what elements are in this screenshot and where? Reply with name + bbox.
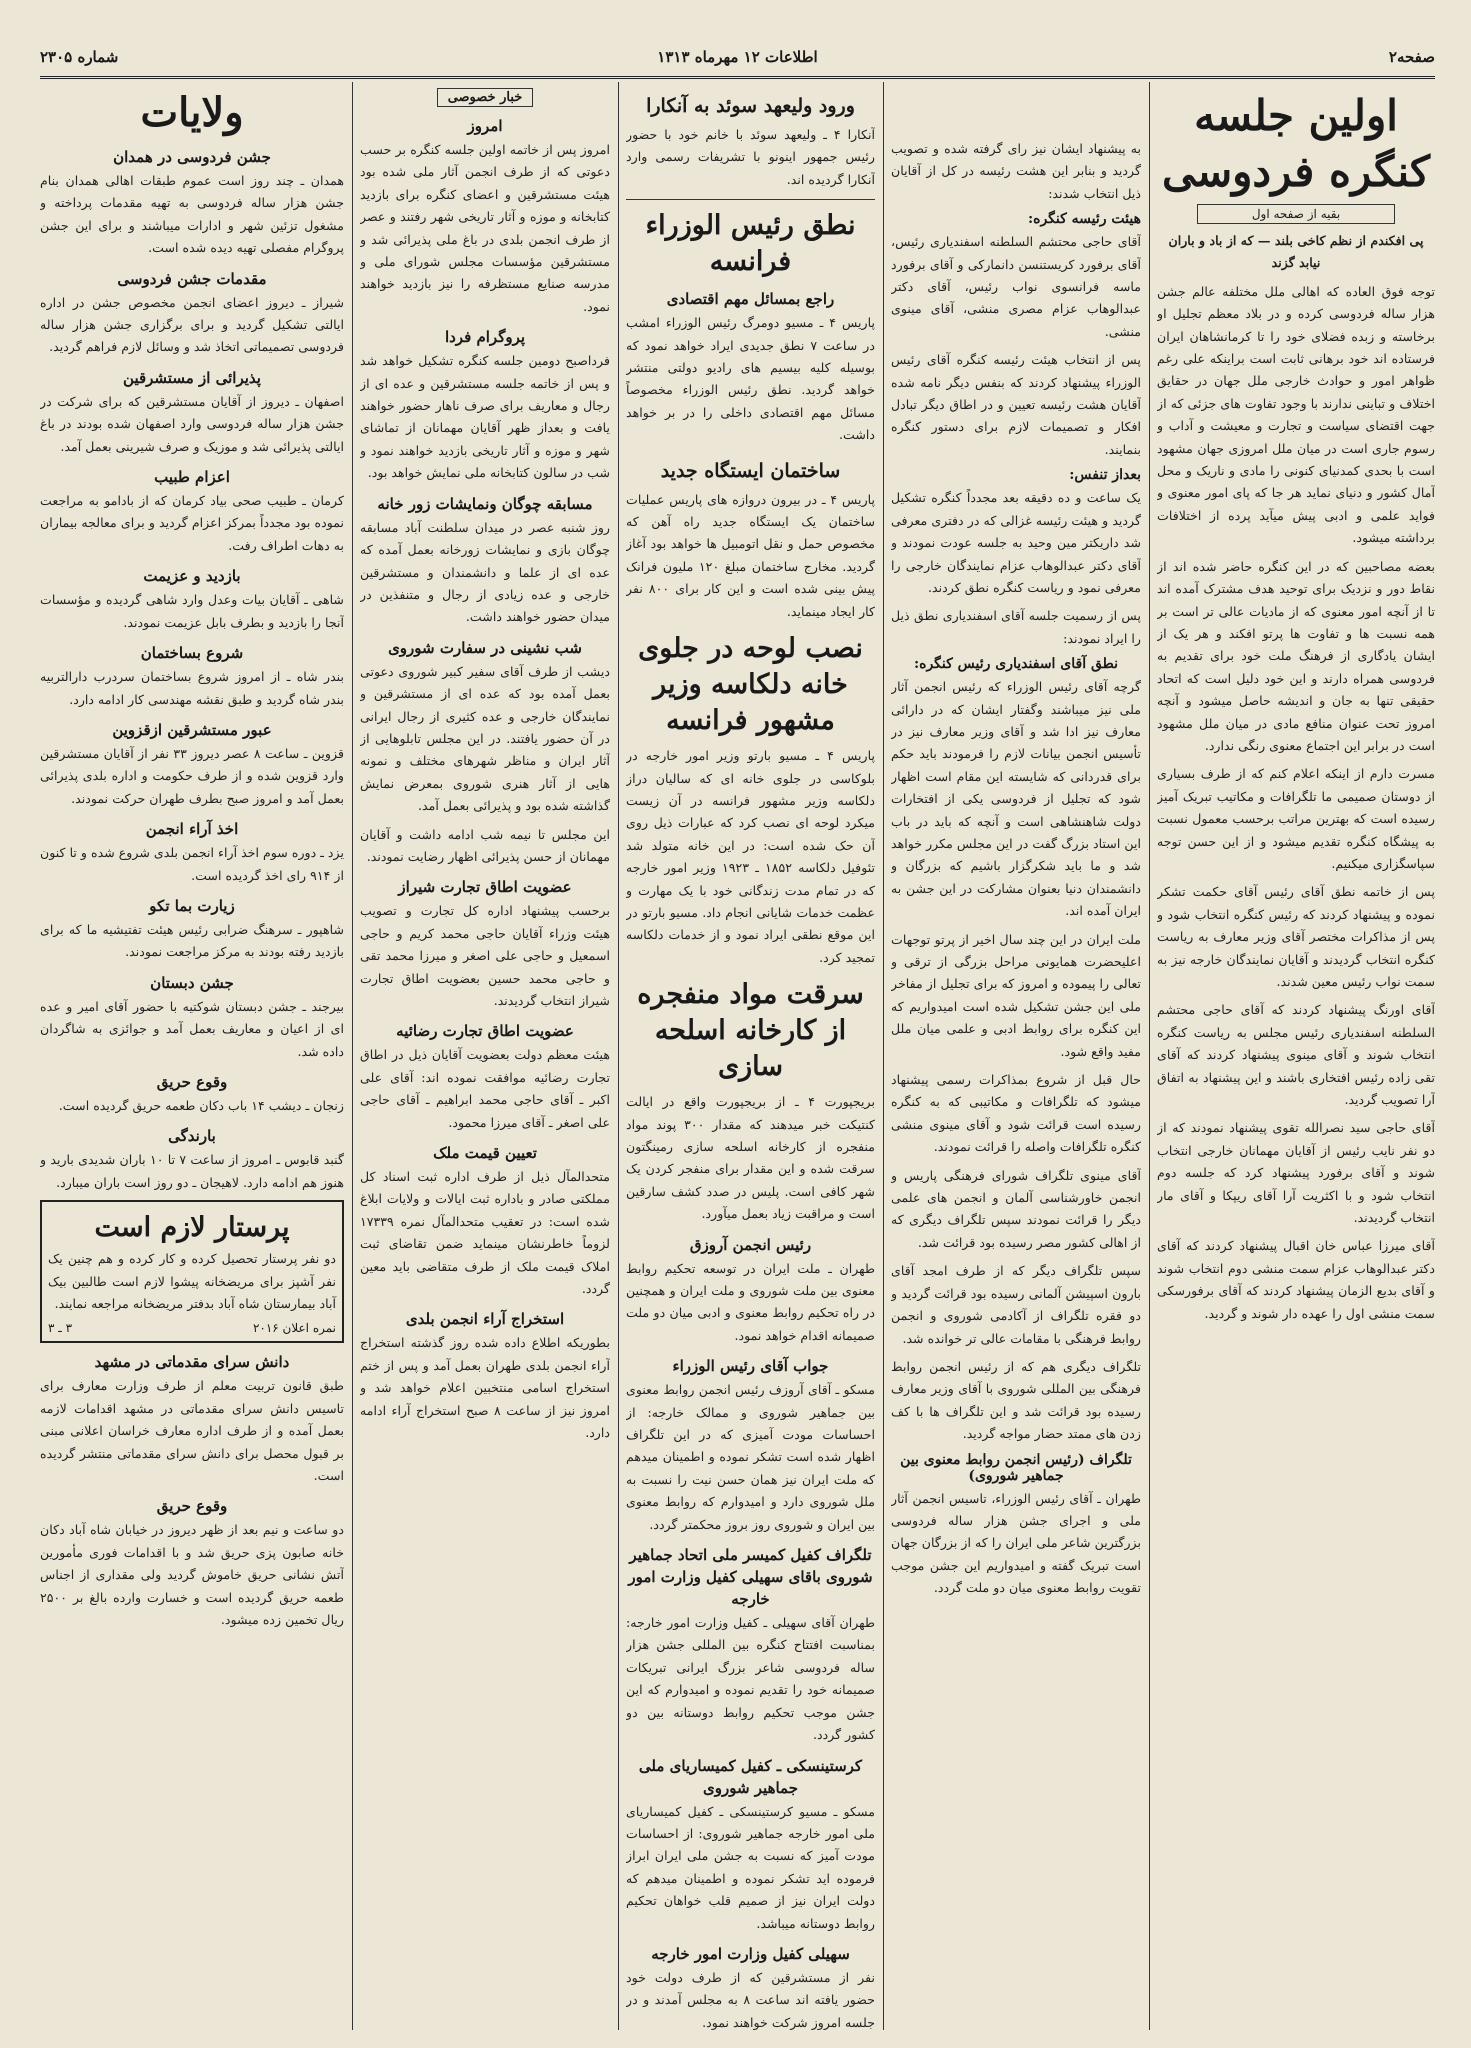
ad-reference	[48, 1321, 336, 1335]
subheading: تعیین قیمت ملک	[433, 1144, 537, 1163]
article-paragraph: دو ساعت و نیم بعد از ظهر دیروز در خیابان شاه آباد دکان خانه صابون پزی حریق شد و با اقدامات فوری مأمورین آتش نشانی حریق خاموش گردید ولی مقداری از اجناس طعمه حریق گردیده است و خسارت وارده بالغ بر ۲۵۰۰ ریال تخمین زده میشود.	[40, 1522, 344, 1628]
verse: پی افکندم از نظم کاخی بلند — که از باد و باران نیابد گزند	[1168, 233, 1424, 271]
subheading: رئیس انجمن آروزق	[689, 1235, 812, 1254]
subheading: مسابقه چوگان ونمایشات زور خانه	[377, 494, 593, 513]
column-rule	[1149, 82, 1150, 2030]
article-paragraph: یک ساعت و ده دقیقه بعد مجدداً کنگره تشکیل گردید و هیئت رئیسه غزالی که در دفتری معرفی شد داریکتر مین وحید به جلسه عودت نمودند و آقای دکتر عبدالوهاب عزام نمایندگان خارجی را معرفی نمود و ریاست کنگره نطق کردند.	[891, 490, 1141, 595]
article-paragraph: کرمان ـ طبیب صحی بیاد کرمان که از بادامو به مراجعت نموده بود مجدداً بمرکز اعزام گردید و برای معالجه بیماران به دهات اطراف رفت.	[40, 493, 344, 553]
column-provinces	[40, 82, 344, 2030]
ad-headline: پرستار لازم است	[94, 1212, 290, 1244]
article-paragraph: متحدالمآل ذیل از طرف اداره ثبت اسناد کل مملکتی صادر و باداره ثبت ایالات و ولایات ابلاغ شده است: در تعقیب متحدالمآل نمره ۱۷۳۳۹ لزوماً خاطرنشان مینماید ضمن تقاضای ثبت املاک قیمت ملک از طرف متقاضی باید معین گردد.	[360, 1169, 610, 1297]
article-paragraph: این مجلس تا نیمه شب ادامه داشت و آقایان مهمانان از حسن پذیرائی اظهار رضایت نمودند.	[360, 826, 610, 864]
article-paragraph: یزد ـ دوره سوم اخذ آراء انجمن بلدی شروع شده و تا کنون از ۹۱۴ رای اخذ گردیده است.	[40, 845, 344, 883]
subheading: بازدید و عزیمت	[143, 567, 241, 586]
headline: سرقت مواد منفجره از کارخانه اسلحه سازی	[637, 979, 864, 1083]
article-paragraph: گنبد قابوس ـ امروز از ساعت ۷ تا ۱۰ باران شدیدی بارید و هنوز هم ادامه دارد. لاهیجان ـ دو روز است باران میبارد.	[40, 1152, 344, 1190]
issue-info: اطلاعات ۱۲ مهرماه ۱۳۱۳	[657, 48, 818, 66]
subheading: امروز	[467, 117, 503, 135]
headline: نطق رئیس الوزراء فرانسه	[645, 210, 856, 278]
headline: ساختمان ایستگاه جدید	[660, 459, 841, 482]
ad-ref-number: نمره اعلان ۲۰۱۶	[252, 1321, 336, 1336]
subheading: شب نشینی در سفارت شوروی	[388, 638, 582, 657]
article-paragraph: آنکارا ۴ ـ ولیعهد سوئد با خانم خود با حضور رئیس جمهور اینونو با تشریفات رسمی وارد آنکارا گردیده اند.	[626, 127, 875, 187]
article-paragraph: امروز پس از خاتمه اولین جلسه کنگره بر حسب دعوتی که از طرف انجمن آثار ملی شده بود هیئت مستشرقین و اعضای کنگره برای بازدید کتابخانه و موزه و آثار تاریخی شهر رفتند و عصر از طرف انجمن بلدی در باغ ملی پذیرائی شد و مستشرقین مؤسسات مجلس شورای ملی و مدرسه صنایع مستظرفه را نیز بازدید خواهند نمود.	[360, 142, 610, 314]
article-paragraph: برحسب پیشنهاد اداره کل تجارت و تصویب هیئت وزراء آقایان حاجی محمد کریم و حاجی اسمعیل و حاجی علی اصغر و میرزا محمد تقی و حاجی محمد حسین بعضویت اطاق تجارت شیراز انتخاب گردیدند.	[360, 903, 610, 1008]
subheading: هیئت رئیسه کنگره:	[1027, 211, 1141, 228]
ad-ref-count: ۳ ـ ۳	[48, 1321, 73, 1336]
article-paragraph: شاهپور ـ سرهنگ ضرابی رئیس هیئت تفتیشیه ما که برای بازدید رفته بودند به مرکز مراجعت نمودند.	[40, 921, 344, 960]
subheading: جشن دبستان	[150, 973, 234, 992]
article-paragraph: شاهی ـ آقایان بیات وعدل وارد شاهی گردیده و مؤسسات آنجا را بازدید و بطرف بابل عزیمت نمودند.	[40, 592, 344, 630]
subheading: مقدمات جشن فردوسی	[117, 269, 267, 288]
subheading: نطق آقای اسفندیاری رئیس کنگره:	[913, 656, 1119, 673]
page-label: صفحه۲	[1388, 48, 1435, 66]
section-tag: خبار خصوصی	[437, 88, 534, 107]
column-congress-cont	[891, 82, 1141, 2030]
headline: ورود ولیعهد سوئد به آنکارا	[646, 95, 855, 117]
article-paragraph: طهران آقای سهیلی ـ کفیل وزارت امور خارجه: بمناسبت افتتاح کنگره بین المللی جشن هزار ساله فردوسی شاعر بزرگ ایرانی تبریکات صمیمانه خود را تقدیم نموده و امیدوارم که این جشن موجب تحکیم روابط دوستانه بین دو کشور گردد.	[626, 1615, 875, 1743]
subheading: کرستینسکی ـ کفیل کمیساریای ملی جماهیر شوروی	[638, 1756, 863, 1797]
subheading: جواب آقای رئیس الوزراء	[672, 1357, 829, 1376]
article-paragraph: اصفهان ـ دیروز از آقایان مستشرقین که برای شرکت در جشن هزار ساله فردوسی وارد اصفهان شده بودند در باغ ایالتی پذیرائی شد و موزیک و صرف شیرینی بعمل آمد.	[40, 393, 344, 454]
subheading: عبور مستشرقین ازقزوین	[112, 720, 272, 739]
column-special-news	[360, 82, 610, 2030]
article-paragraph: مسکو ـ آقای آروزف رئیس انجمن روابط معنوی بین جماهیر شوروی و ممالک خارجه: از احساسات مودت آمیزی که در این تلگراف اظهار شده است تشکر نموده و اطمینان میدهم که ملت ایران نیز همان حسن نیت را نسبت به ملل شوروی دارد و امیدوارم که روابط معنوی بین ایران و شوروی روز بروز محکمتر گردد.	[626, 1382, 875, 1532]
masthead-bar	[40, 40, 1435, 79]
article-paragraph: ملت ایران در این چند سال اخیر از پرتو توجهات اعلیحضرت همایونی مراحل بزرگی از ترقی و تعالی را پیموده و امروز که برای تجلیل از مفاخر ملی این جشن تشکیل شده است امیدواریم که این کنگره برای روابط ادبی و علمی میان ملل مفید واقع شود.	[891, 931, 1141, 1059]
subheading: بعداز تنفس:	[1069, 467, 1141, 484]
article-paragraph: پاریس ۴ ـ مسیو بارتو وزیر امور خارجه در بلوکاسی در جلوی خانه ای که سالیان دراز دلکاسه وزیر مشهور فرانسه در آن زیست میکرد لوحه ای نصب کرد که عبارات ذیل روی آن حک شده است: در این خانه متولد شد تئوفیل دلکاسه ۱۸۵۲ ـ ۱۹۲۳ وزیر امور خارجه که در تمام مدت زندگانی خود با یک مهارت و عظمت خدمات شایانی انجام داد. مسیو بارتو در این موقع نطقی ایراد نمود و از خدمات دلکاسه تمجید کرد.	[626, 748, 875, 965]
article-paragraph: به پیشنهاد ایشان نیز رای گرفته شده و تصویب گردید و بنابر این هشت رئیسه در کل از آقایان ذیل انتخاب شدند:	[891, 141, 1141, 201]
article-paragraph: پس از خاتمه نطق آقای رئیس آقای حکمت تشکر نموده و پیشنهاد کردند که رئیس کنگره انتخاب شود و پس از مذاکرات مختصر آقای وزیر معارف به ریاست کنگره انتخاب گردیدند و آقایان نمایندگان خارجه نیز به سمت نواب رئیس معین شدند.	[1157, 884, 1435, 989]
article-paragraph: پاریس ۴ ـ در بیرون دروازه های پاریس عملیات ساختمان یک ایستگاه جدید راه آهن که مخصوص حمل و نقل اتومبیل ها خواهد بود آغاز گردید. مخارج ساختمان مبلغ ۱۲۰ ملیون فرانک پیش بینی شده است و این کار برای ۸۰۰ نفر کار ایجاد مینماید.	[626, 491, 875, 619]
subheading: وقوع حریق	[156, 1072, 228, 1091]
article-paragraph: پس از رسمیت جلسه آقای اسفندیاری نطق ذیل را ایراد نمودند:	[891, 608, 1141, 646]
subheading: زیارت بما تکو	[149, 896, 235, 915]
subheading: استخراج آراء انجمن بلدی	[405, 1310, 565, 1329]
article-paragraph: بندر شاه ـ از امروز شروع بساختمان سردرب دارالتربیه بندر شاه گردید و طبق نقشه مهندسی کار ادامه دارد.	[40, 669, 344, 707]
article-paragraph: قزوین ـ ساعت ۸ عصر دیروز ۳۳ نفر از آقایان مستشرقین وارد قزوین شده و از طرف حکومت و اداره بلدی پذیرائی بعمل آمد و امروز صبح بطرف طهران حرکت نمودند.	[40, 745, 344, 806]
article-paragraph: سپس تلگراف دیگر که از طرف امجد آقای بارون اسپیشن آلمانی رسیده بود قرائت گردید و دو فقره تلگراف از آکادمی شوروی و انجمن روابط فرهنگی با مقامات عالی تر خوانده شد.	[891, 1263, 1141, 1346]
article-paragraph: بیرجند ـ جشن دبستان شوکتیه با حضور آقای امیر و عده ای از اعیان و معاریف بعمل آمد و جوائزی به شاگردان داده شد.	[40, 998, 344, 1059]
ad-body: دو نفر پرستار تحصیل کرده و کار کرده و هم چنین یک نفر آشپز برای مریضخانه پیشوا لازم است طالبین بیک آباد بیمارستان شاه آباد بدفتر مریضخانه مراجعه نمایند.	[48, 1251, 336, 1311]
subheading: پذیرائی از مستشرقین	[123, 368, 261, 387]
article-paragraph: زنجان ـ دیشب ۱۴ باب دکان طعمه حریق گردیده است.	[58, 1097, 344, 1113]
article-paragraph: پاریس ۴ ـ مسیو دومرگ رئیس الوزراء امشب در ساعت ۷ نطق جدیدی ایراد خواهد نمود که بوسیله کلیه بیسیم های رادیو دولتی منتشر خواهد گردید. نطق رئیس الوزراء مخصوصاً مسائل مهم اقتصادی داخلی را در بر خواهد داشت.	[626, 315, 875, 443]
article-paragraph: آقای حاجی محتشم السلطنه اسفندیاری رئیس، آقای برفورد کریستنسن دانمارکی و آقای برفورد ماسه فرانسوی نواب رئیس، آقای دکتر عبدالوهاب عزام مصری منشی، آقای مینوی منشی.	[891, 234, 1141, 339]
article-paragraph: فرداصبح دومین جلسه کنگره تشکیل خواهد شد و پس از خاتمه جلسه مستشرقین و عده ای از رجال و معاریف برای صرف ناهار حضور خواهند یافت و بعداز ظهر آقایان مهمانان از تماشای شهر و موزه و آثار تاریخی بازدید خواهند نمود و شب در سالون کتابخانه ملی نمایش خواهد بود.	[360, 353, 610, 481]
subheading: شروع بساختمان	[140, 644, 244, 663]
article-paragraph: تلگراف دیگری هم که از رئیس انجمن روابط فرهنگی بین المللی شوروی با آقای وزیر معارف رسیده بود قرائت شد و این تلگراف ها با کف زدن های ممتد حضار مواجه گردید.	[891, 1358, 1141, 1442]
article-paragraph: روز شنبه عصر در میدان سلطنت آباد مسابقه چوگان بازی و نمایشات زورخانه بعمل آمده که عده ای از علما و دانشمندان و مستشرقین خارجی و عده زیادی از رجال و متنفذین در میدان حضور خواهند داشت.	[360, 519, 610, 625]
subheading: اعزام طبیب	[154, 468, 230, 487]
article-paragraph: طبق قانون تربیت معلم از طرف وزارت معارف برای تاسیس دانش سرای مقدماتی در مشهد اقدامات لازمه بعمل آمده و از طرف اداره معارف خراسان اعلانی مبنی بر قبول محصل برای دانش سرای مقدماتی منتشر گردیده است.	[40, 1378, 344, 1484]
newspaper-page	[40, 40, 1435, 2030]
subheading: تلگراف (رئیس انجمن روابط معنوی بین جماهیر شوروی)	[900, 1451, 1132, 1484]
issue-number: شماره ۲۳۰۵	[40, 48, 119, 66]
article-paragraph: دیشب از طرف آقای سفیر کبیر شوروی دعوتی بعمل آمده بود که عده ای از مستشرقین و نمایندگان خارجی و عده کثیری از رجال ایرانی در آن حضور یافتند. در این مجلس تابلوهایی از آثار ایران و مناظر شهرهای مختلف و نمونه هایی از آثار هنری شوروی بمعرض نمایش گذاشته شده بود و پذیرائی بعمل آمد.	[360, 663, 610, 814]
classified-ad	[40, 1200, 344, 1343]
article-paragraph: شیراز ـ دیروز اعضای انجمن مخصوص جشن در اداره ایالتی تشکیل گردید و برای برگزاری جشن هزار ساله فردوسی تصمیماتی اتخاذ شد و وسائل لازم فراهم گردید.	[40, 294, 344, 355]
column-congress	[1157, 82, 1435, 2030]
article-paragraph: آقای مینوی تلگراف شورای فرهنگی پاریس و انجمن خاورشناسی آلمان و انجمن های علمی دیگر را قرائت نمودند سپس تلگراف دیگری که از اهالی کشور مصر رسیده بود قرائت شد.	[891, 1167, 1141, 1250]
article-paragraph: حال قبل از شروع بمذاکرات رسمی پیشنهاد میشود که تلگرافات و مکاتیبی که به کنگره رسیده است قرائت شود و آقای مینوی منشی کنگره تلگرافات واصله را قرائت نمودند.	[891, 1072, 1141, 1155]
column-rule	[618, 82, 619, 2030]
subheading: جشن فردوسی در همدان	[113, 148, 271, 166]
article-paragraph: همدان ـ چند روز است عموم طبقات اهالی همدان بنام جشن هزار ساله فردوسی به تهیه مقدمات پرداخته و مشغول تزئین شهر و ادارات میباشند و برای این جشن پروگرام مفصلی تهیه دیده شده است.	[40, 173, 344, 256]
subheading: دانش سرای مقدماتی در مشهد	[94, 1353, 290, 1372]
subheading: پروگرام فردا	[444, 328, 526, 347]
article-paragraph: طهران ـ ملت ایران در توسعه تحکیم روابط معنوی بین ملت شوروی و ملت ایران و همچنین در راه تحکیم روابط معنوی و ادبی میان دو ملت صمیمانه اقدام خواهد نمود.	[626, 1260, 875, 1343]
section-headline: ولایات	[140, 89, 244, 136]
article-paragraph: آقای اورنگ پیشنهاد کردند که آقای حاجی محتشم السلطنه اسفندیاری رئیس مجلس به ریاست کنگره انتخاب شوند و آقای مینوی پیشنهاد کردند که آقای تقی زاده رئیس افتخاری باشند و این پیشنهاد به اتفاق آرا تصویب گردید.	[1157, 1002, 1435, 1108]
article-paragraph: نفر از مستشرقین که از طرف دولت خود حضور یافته اند ساعت ۸ به مجلس آمدند و در جلسه امروز شرکت خواهند نمود.	[626, 1969, 875, 2030]
main-headline: اولین جلسه کنگره فردوسی	[1161, 91, 1431, 196]
subheading: عضویت اطاق تجارت شیراز	[398, 878, 572, 897]
article-paragraph: بعضه مصاحبین که در این کنگره حاضر شده اند از نقاط دور و نزدیک برای توحید هدف مشترک آمده اند تا از آنچه امور معنوی که از مادیات عالی تر است بر همه نسبت ها و تفاوت ها پرتو افکند و هر یک از ایشان یادگاری از فرهنگ ملت خود برای تقدیم به فردوسی همراه دارند و این خود دلیل است که اتحاد حقیقی تنها به جان و اندیشه حاصل میشود و آنچه امروز تحت عنوان منافع مادی در میان ملل مشهود است در برابر این اجتماع معنوی رنگی ندارد.	[1157, 558, 1435, 753]
subheading: بارندگی	[168, 1127, 216, 1146]
article-paragraph: هیئت معظم دولت بعضویت آقایان ذیل در اطاق تجارت رضائیه موافقت نموده اند: آقای علی اکبر ـ آقای حاجی محمد ابراهیم ـ آقای حاجی علی اصغر ـ آقای میرزا محمود.	[360, 1047, 610, 1130]
divider	[626, 199, 875, 200]
subheadline: راجع بمسائل مهم اقتصادی	[666, 290, 835, 309]
article-paragraph: آقای میرزا عباس خان اقبال پیشنهاد کردند که آقای دکتر عبدالوهاب عزام سمت منشی دوم انتخاب شوند و آقای بدیع الزمان پیشنهاد کردند که آقای برفورسکی سمت منشی اول را عهده دار شوند و گردید.	[1157, 1238, 1435, 1321]
article-paragraph: آقای حاجی سید نصرالله تقوی پیشنهاد نمودند که از دو نفر نایب رئیس از آقایان مهمانان خارجی انتخاب شوند و آقای برفورد پیشنهاد کرد که جلسه دوم انتخاب شود و با اکثریت آرا آقای ریپکا و آقای مار انتخاب گردیدند.	[1157, 1120, 1435, 1226]
article-paragraph: توجه فوق العاده که اهالی ملل مختلفه عالم جشن هزار ساله فردوسی کرده و در بلاد معظم تجلیل او برخاسته و زبده فضلای خود را تا کرمانشاهان ایران فرستاده اند خود برهانی ثابت است براینکه علی رغم ظواهر امور و حوادث خارجی ملل جهان در حقایق اختلاف و تباینی ندارند با وجود تفاوت های جزئی که از جهت اقتضای سیاست و تجارت و معیشت و آداب و رسوم جاری است در میان ملل امروزی جهان مشهود است با بحدی کمدنیای کنونی را مادی و ناریک و محل آمال کشور و دنیای نماید هر جا که پای امور معنوی و فواید علمی و ادبی پیش میآید پرده از اختلافات برداشته میشود.	[1157, 283, 1435, 546]
article-paragraph: مسکو ـ مسیو کرستینسکی ـ کفیل کمیساریای ملی امور خارجه جماهیر شوروی: از احساسات مودت آمیز که نسبت به جشن ملی ایران ابراز فرموده اید تشکر نموده و اطمینان میدهم که دولت ایران نیز از صمیم قلب خواهان تحکیم روابط دوستانه میباشد.	[626, 1803, 875, 1931]
article-paragraph: گرچه آقای رئیس الوزراء که رئیس انجمن آثار ملی نیز میباشند وگفتار ایشان که در دارائی معارف نیز ادا شد و آقای وزیر معارف نیز در تأسیس انجمن بیانات لازم را فرمودند باید حکم برای قدردانی که شایسته این مقام است اظهار شود که تجلیل از فردوسی یکی از افتخارات دولت شاهنشاهی است و آنچه که باید در باب این استاد بزرگ گفت در این مجلس مکرر خواهد شد و ما باید شکرگزار باشیم که بزرگان و دانشمندان دنیا بعنوان مشارکت در این جشن به ایران آمده اند.	[891, 679, 1141, 919]
article-paragraph: طهران ـ آقای رئیس الوزراء، تاسیس انجمن آثار ملی و اجرای جشن هزار ساله فردوسی بزرگترین شاعر ملی ایران را که از بزرگان جهان است تبریک گفته و امیدواریم این جشن موجب تقویت روابط معنوی میان دو ملت گردد.	[891, 1490, 1141, 1596]
article-paragraph: مسرت دارم از اینکه اعلام کنم که از طرف بسیاری از دوستان صمیمی ما تلگرافات و مکاتیب تبریک آمیز رسیده است که بهترین مراتب برحسب معمول نسبت به پیشگاه کنگره تقدیم میشود و از این حسن توجه سپاسگزاری میکنیم.	[1157, 766, 1435, 871]
subheading: اخذ آراء انجمن	[145, 820, 239, 839]
subheading: عضویت اطاق تجارت رضائیه	[396, 1022, 574, 1041]
subheading: وقوع حریق	[156, 1497, 228, 1516]
article-paragraph: بطوریکه اطلاع داده شده روز گذشته استخراج آراء انجمن بلدی طهران بعمل آمد و پس از ختم استخراج اسامی منتخبین اعلام خواهد شد و امروز نیز از ساعت ۸ صبح استخراج آراء ادامه دارد.	[360, 1335, 610, 1441]
subheading: سهیلی کفیل وزارت امور خارجه	[651, 1944, 850, 1963]
subheading: تلگراف کفیل کمیسر ملی اتحاد جماهیر شوروی باقای سهیلی کفیل وزارت امور خارجه	[628, 1546, 873, 1609]
column-rule	[352, 82, 353, 2030]
headline: نصب لوحه در جلوی خانه دلکاسه وزیر مشهور فرانسه	[638, 633, 863, 737]
article-paragraph: پس از انتخاب هیئت رئیسه کنگره آقای رئیس الوزراء پیشنهاد کردند که بنفس دیگر نامه شده آقایان هشت رئیسه تعیین و در اطاق دیگر تبادل افکار و تصمیمات لازم برای دستور کنگره بنمایند.	[891, 352, 1141, 457]
article-paragraph: بریجپورت ۴ ـ از بریجپورت واقع در ایالت کنتیکت خبر میدهند که مقدار ۳۰۰ پوند مواد منفجره از کارخانه اسلحه سازی رمینگتون سرقت شده و این مقدار برای منفجر کردن یک شهر کافی است. پلیس در صدد کشف سارقین است و مراقبت زیاد بعمل میآورد.	[626, 1094, 875, 1222]
continued-note: بقیه از صفحه اول	[1197, 204, 1395, 224]
column-rule	[883, 82, 884, 2030]
column-foreign-news	[626, 82, 875, 2030]
